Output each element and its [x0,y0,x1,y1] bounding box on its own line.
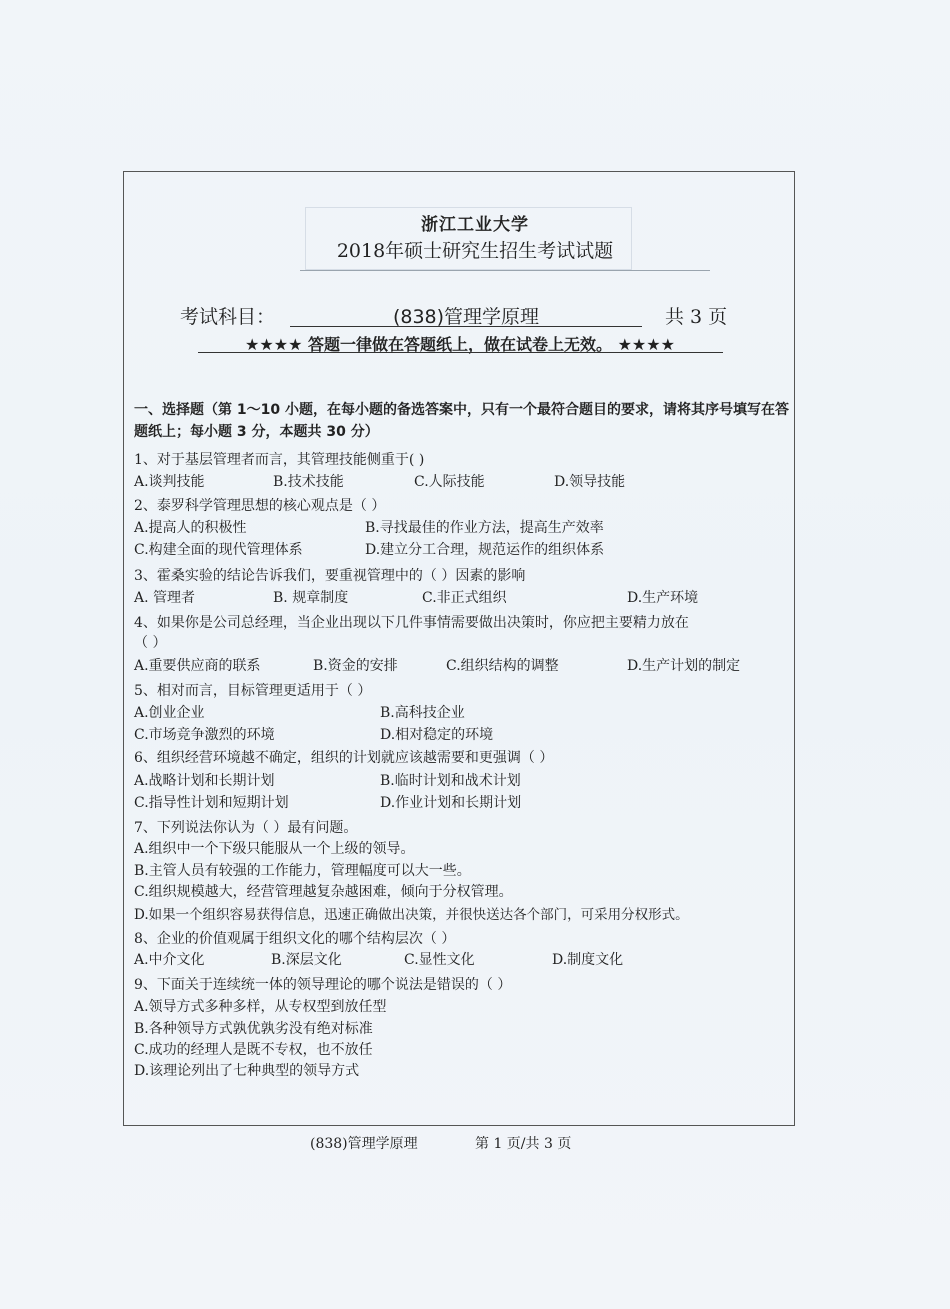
subject-underline [290,326,642,327]
q8-option-c: C.显性文化 [404,952,475,968]
exam-title: 2018年硕士研究生招生考试试题 [336,240,614,262]
question-6-stem: 6、组织经营环境越不确定，组织的计划就应该越需要和更强调（ ） [134,750,554,766]
answer-notice: ★★★★ 答题一律做在答题纸上，做在试卷上无效。 ★★★★ [245,335,675,354]
q2-option-a: A.提高人的积极性 [134,520,247,536]
q3-option-c: C.非正式组织 [422,590,507,606]
q3-option-b: B. 规章制度 [273,590,349,606]
title-rule [300,270,710,271]
q3-option-d: D.生产环境 [627,590,699,606]
question-3-stem: 3、霍桑实验的结论告诉我们，要重视管理中的（ ）因素的影响 [134,568,526,584]
q4-option-d: D.生产计划的制定 [627,658,741,674]
question-9-stem: 9、下面关于连续统一体的领导理论的哪个说法是错误的（ ） [134,977,512,993]
page-count: 共 3 页 [665,306,728,328]
q6-option-d: D.作业计划和长期计划 [380,795,522,811]
subject-label: 考试科目： [180,306,276,328]
notice-underline [198,352,723,353]
q8-option-d: D.制度文化 [552,952,624,968]
q1-option-b: B.技术技能 [273,474,344,490]
q2-option-c: C.构建全面的现代管理体系 [134,542,303,558]
q1-option-d: D.领导技能 [554,474,626,490]
section-heading: 一、选择题（第 1～10 小题，在每小题的备选答案中，只有一个最符合题目的要求，请将其序号填写在答题纸上；每小题 3 分，本题共 30 分） [134,402,789,440]
subject-value: (838)管理学原理 [392,306,540,328]
question-1-stem: 1、对于基层管理者而言，其管理技能侧重于( ) [134,452,425,468]
q9-option-d: D.该理论列出了七种典型的领导方式 [134,1063,360,1079]
q7-option-b: B.主管人员有较强的工作能力，管理幅度可以大一些。 [134,863,471,879]
q6-option-a: A.战略计划和长期计划 [134,773,275,789]
q9-option-c: C.成功的经理人是既不专权，也不放任 [134,1042,373,1058]
question-4-stem: 4、如果你是公司总经理，当企业出现以下几件事情需要做出决策时，你应把主要精力放在 [134,615,689,631]
question-7-stem: 7、下列说法你认为（ ）最有问题。 [134,820,358,836]
university-name: 浙江工业大学 [421,215,529,235]
q6-option-b: B.临时计划和战术计划 [380,773,521,789]
q2-option-d: D.建立分工合理，规范运作的组织体系 [365,542,605,558]
q5-option-c: C.市场竞争激烈的环境 [134,727,275,743]
q2-option-b: B.寻找最佳的作业方法，提高生产效率 [365,520,604,536]
q8-option-b: B.深层文化 [271,952,342,968]
footer-page-number: 第 1 页/共 3 页 [475,1136,572,1152]
footer-subject: (838)管理学原理 [310,1136,418,1152]
q5-option-a: A.创业企业 [134,705,205,721]
q9-option-b: B.各种领导方式孰优孰劣没有绝对标准 [134,1021,373,1037]
q4-option-c: C.组织结构的调整 [446,658,559,674]
q4-option-a: A.重要供应商的联系 [134,658,261,674]
question-8-stem: 8、企业的价值观属于组织文化的哪个结构层次（ ） [134,931,456,947]
q6-option-c: C.指导性计划和短期计划 [134,795,289,811]
q5-option-d: D.相对稳定的环境 [380,727,494,743]
question-5-stem: 5、相对而言，目标管理更适用于（ ） [134,683,372,699]
q8-option-a: A.中介文化 [134,952,205,968]
q7-option-a: A.组织中一个下级只能服从一个上级的领导。 [134,841,415,857]
question-4-blank: （ ） [134,635,167,651]
q7-option-d: D.如果一个组织容易获得信息，迅速正确做出决策，并很快送达各个部门，可采用分权形式。 [134,907,689,923]
q1-option-c: C.人际技能 [414,474,485,490]
q9-option-a: A.领导方式多种多样，从专权型到放任型 [134,999,387,1015]
q3-option-a: A. 管理者 [134,590,196,606]
q5-option-b: B.高科技企业 [380,705,465,721]
q4-option-b: B.资金的安排 [313,658,398,674]
question-2-stem: 2、泰罗科学管理思想的核心观点是（ ） [134,498,386,514]
q7-option-c: C.组织规模越大，经营管理越复杂越困难，倾向于分权管理。 [134,884,513,900]
q1-option-a: A.谈判技能 [134,474,205,490]
